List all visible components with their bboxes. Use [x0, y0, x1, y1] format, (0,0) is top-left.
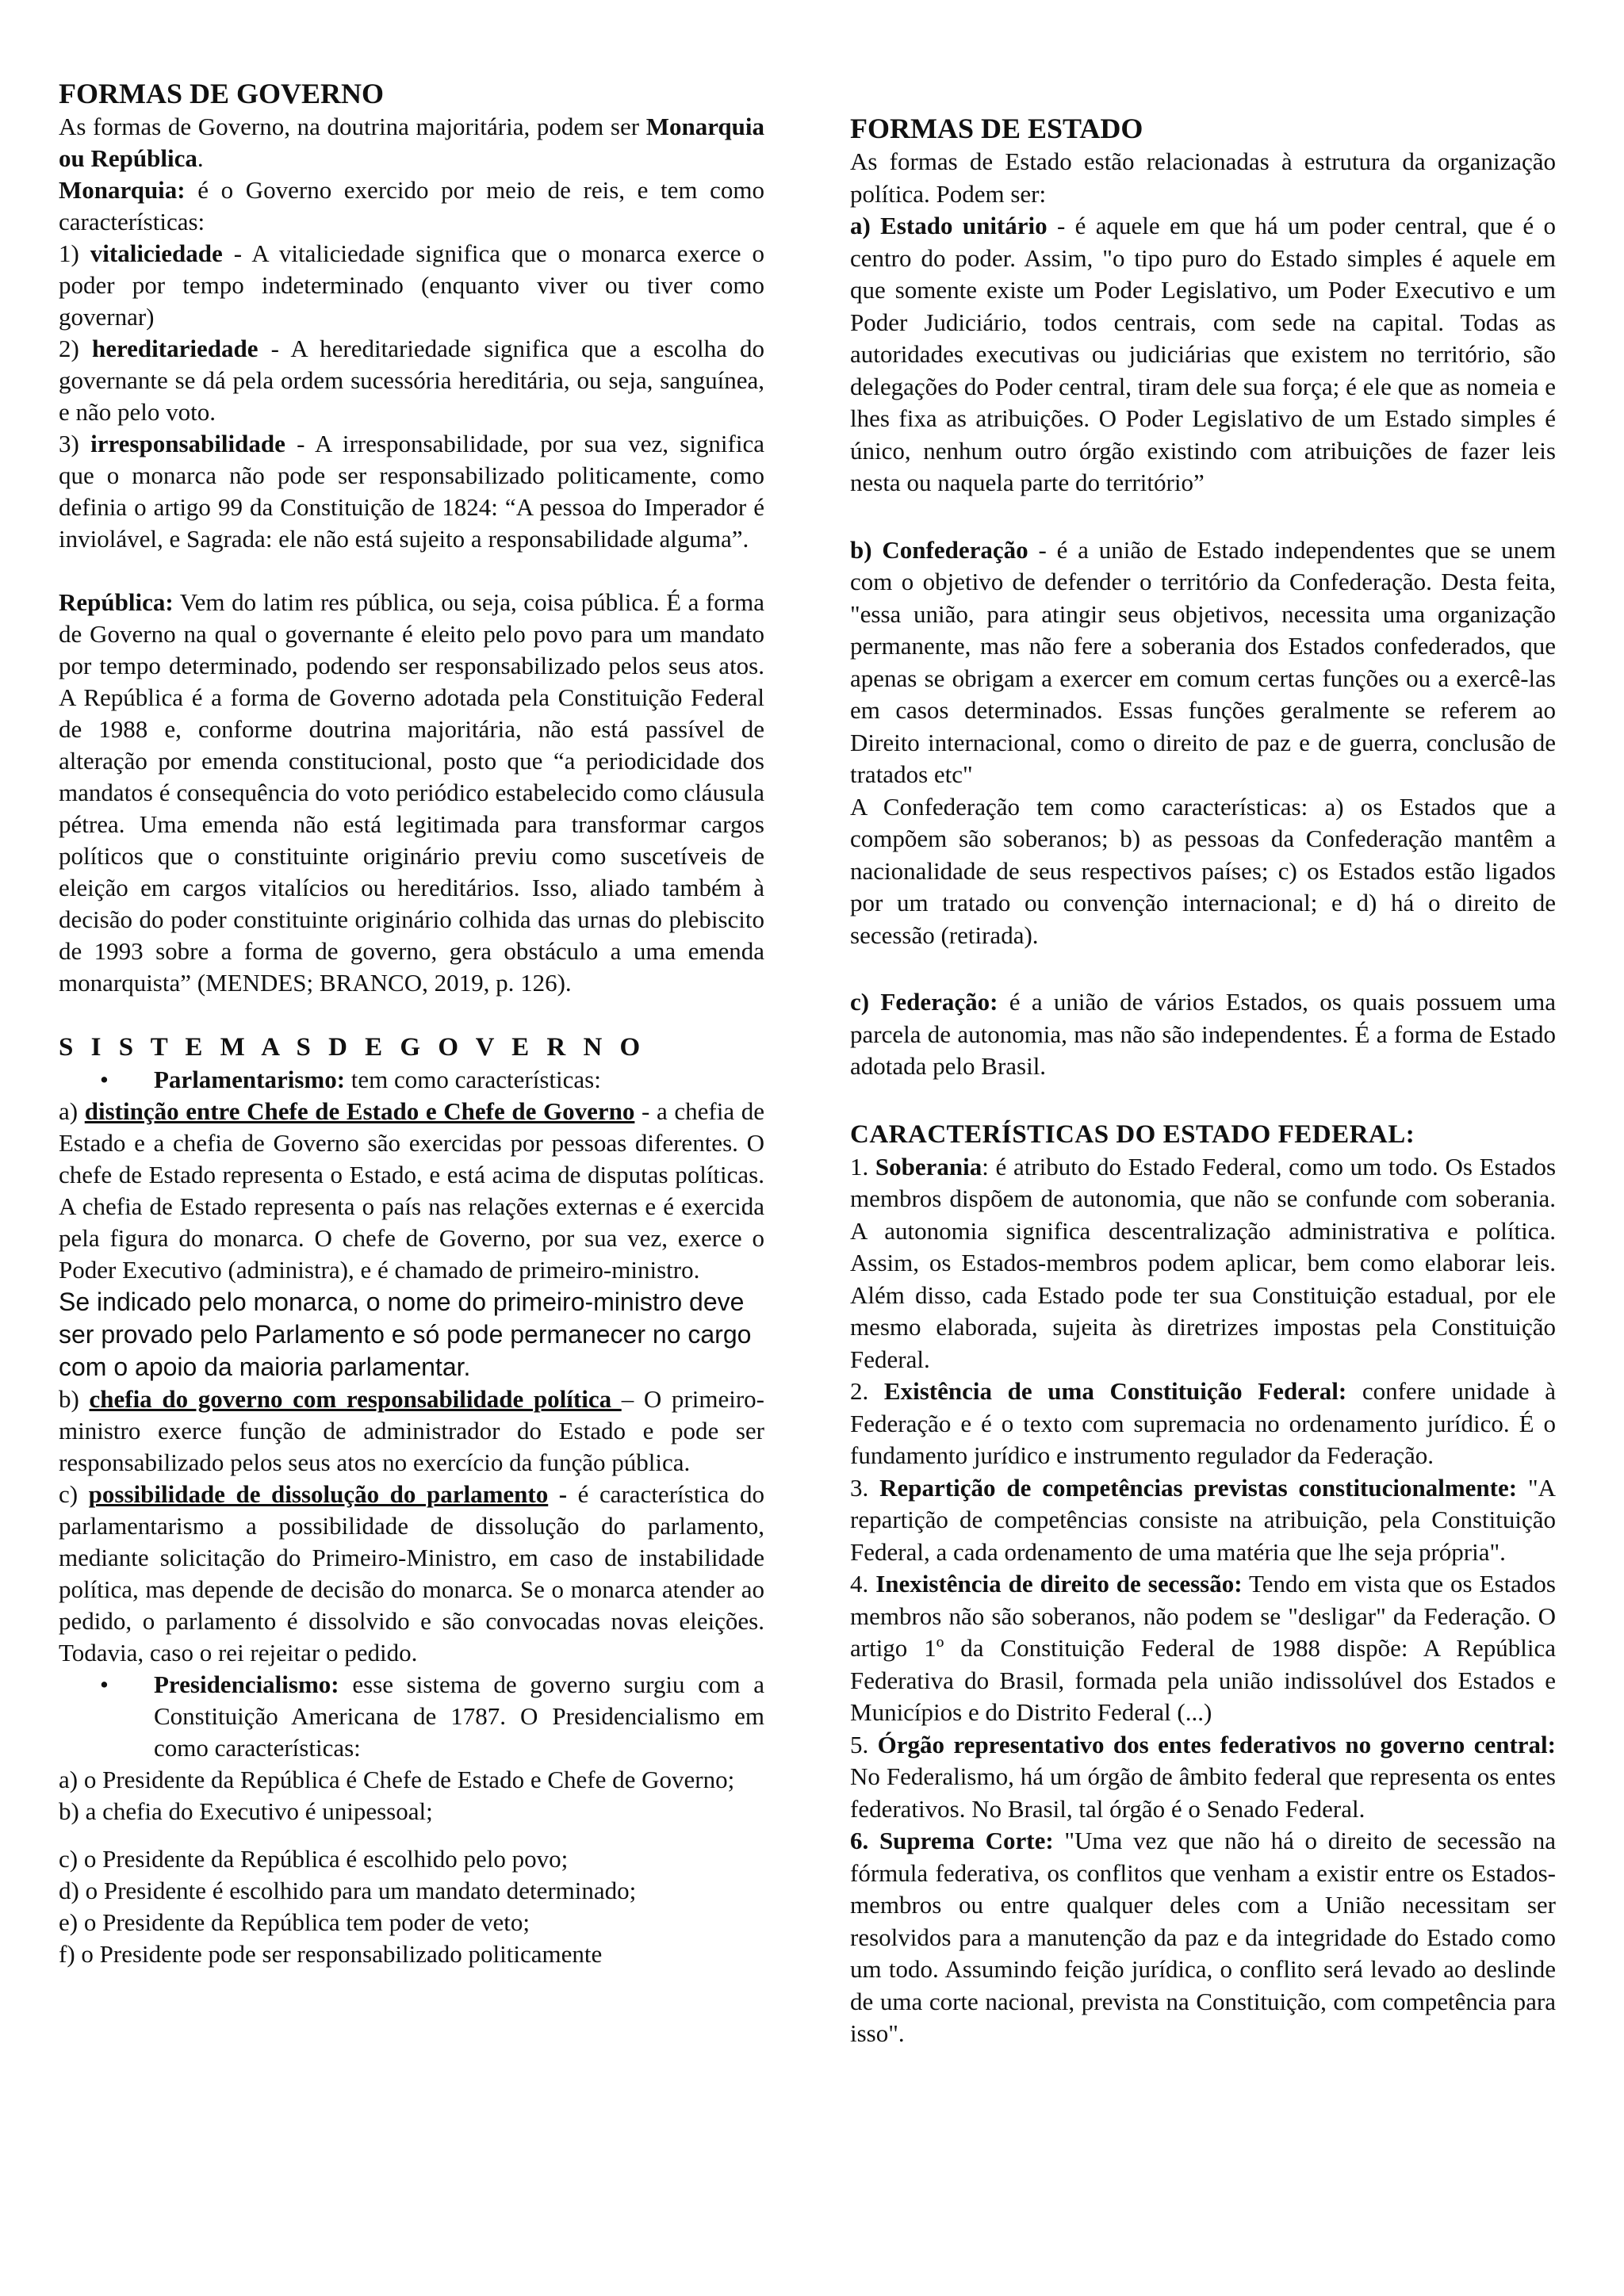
intro-text: As formas de Governo, na doutrina majoritária, podem ser	[59, 113, 646, 140]
confederacao	[850, 534, 1556, 791]
left-column	[59, 76, 764, 1970]
presidencialismo-d: d) o Presidente é escolhido para um mandato determinado;	[59, 1877, 637, 1904]
spacer	[850, 1083, 1556, 1118]
item-text: "Uma vez que não há o direito de secessão na fórmula federativa, os conflitos que venham a existir entre os Estados-membros ou entre qualquer deles com a União necessitam ser resolvidos para a manutenção da paz e da integridade do Estado como um todo. Assumindo feição jurídica, o conflito será levado ao deslinde de uma corte nacional, prevista na Constituição, com competência para isso".	[850, 1827, 1556, 2047]
monarquia-paragraph	[59, 174, 764, 238]
item-text: - A vitaliciedade significa que o monarca exerce o poder por tempo indeterminado (enquanto viver ou tiver como governar)	[59, 239, 764, 331]
republica-text: Vem do latim res pública, ou seja, coisa pública. É a forma de Governo na qual o governante é eleito pelo povo para um mandato por tempo determinado, podendo ser responsabilizado pelos seus atos. A República é a forma de Governo adotada pela Constituição Federal de 1988 e, conforme doutrina majoritária, não está passível de alteração por emenda constitucional, posto que “a periodicidade dos mandatos é consequência do voto periódico estabelecido como cláusula pétrea. Uma emenda não está legitimada para transformar cargos políticos que o constituinte originário previu como suscetíveis de eleição em cargos vitalícios ou hereditários. Isso, aliado também à decisão do poder constituinte originário colhida das urnas do plebiscito de 1993 sobre a forma de governo, gera obstáculo a uma emenda monarquista” (MENDES; BRANCO, 2019, p. 126).	[59, 588, 764, 997]
monarquia-item-2	[59, 333, 764, 428]
formas-de-estado-title: FORMAS DE ESTADO	[850, 113, 1143, 144]
presidencialismo-c: c) o Presidente da República é escolhido pelo povo;	[59, 1845, 569, 1873]
item-bold: Órgão representativo dos entes federativos no governo central:	[877, 1730, 1556, 1758]
item-prefix: c)	[59, 1480, 89, 1508]
item-bold-dash: -	[548, 1480, 568, 1508]
intro-suffix: .	[197, 144, 204, 172]
item-bold-underlined: possibilidade de dissolução do parlamento	[88, 1480, 549, 1508]
spacer	[850, 951, 1556, 986]
governo-intro	[59, 111, 764, 174]
item-text: "A repartição de competências consiste na atribuição, pela Constituição Federal, a cada ordenamento de uma matéria que lhe seja própria".	[850, 1473, 1557, 1566]
bullet-text	[154, 1669, 764, 1764]
right-column	[850, 111, 1556, 2050]
item-text: é característica do parlamentarismo a possibilidade de dissolução do parlamento, mediante solicitação do Primeiro-Ministro, em caso de instabilidade política, mas depende de decisão do monarca. Se o monarca atender ao pedido, o parlamento é dissolvido e são convocadas novas eleições. Todavia, caso o rei rejeitar o pedido.	[59, 1480, 764, 1667]
item-prefix: b)	[59, 1385, 90, 1413]
presidencialismo-a: a) o Presidente da República é Chefe de Estado e Chefe de Governo;	[59, 1766, 735, 1793]
parlamentarismo-c	[59, 1479, 764, 1669]
item-text: - a chefia de Estado e a chefia de Governo são exercidas por pessoas diferentes. O chefe de Estado representa o Estado, e está acima de disputas políticas. A chefia de Estado representa o país nas relações externas e é exercida pela figura do monarca. O chefe de Governo, por sua vez, exerce o Poder Executivo (administra), e é chamado de primeiro-ministro.	[59, 1097, 764, 1284]
bullet-text	[154, 1064, 764, 1096]
bullet-icon: •	[100, 1670, 109, 1698]
presidencialismo-b: b) a chefia do Executivo é unipessoal;	[59, 1797, 433, 1825]
presidencialismo-e: e) o Presidente da República tem poder de veto;	[59, 1908, 530, 1936]
republica-label: República:	[59, 588, 174, 616]
parlamentarismo-a-note: Se indicado pelo monarca, o nome do primeiro-ministro deve ser provado pelo Parlamento e só pode permanecer no cargo com o apoio da maioria parlamentar.	[59, 1288, 752, 1381]
item-bold: 6. Suprema Corte:	[850, 1827, 1054, 1854]
caracteristica-4	[850, 1568, 1556, 1729]
item-label: a) Estado unitário	[850, 212, 1048, 239]
item-bold: hereditariedade	[91, 335, 259, 362]
monarquia-item-1	[59, 238, 764, 333]
caracteristica-6	[850, 1825, 1556, 2050]
parlamentarismo-label: Parlamentarismo:	[154, 1066, 346, 1093]
item-bold: Repartição de competências previstas constitucionalmente:	[879, 1473, 1518, 1502]
item-text: - A hereditariedade significa que a escolha do governante se dá pela ordem sucessória hereditária, ou seja, sanguínea, e não pelo voto.	[59, 335, 764, 426]
item-number: 2.	[850, 1377, 884, 1405]
parlamentarismo-text: tem como características:	[345, 1066, 601, 1093]
item-bold: vitaliciedade	[90, 239, 223, 267]
presidencialismo-bullet	[59, 1669, 764, 1764]
caracteristica-1	[850, 1151, 1556, 1376]
caracteristica-2	[850, 1376, 1556, 1472]
parlamentarismo-a	[59, 1096, 764, 1286]
caracteristica-5	[850, 1729, 1556, 1826]
spacer	[59, 999, 764, 1031]
bullet-icon: •	[100, 1066, 109, 1093]
monarquia-item-3	[59, 428, 764, 555]
item-bold: Inexistência de direito de secessão:	[875, 1570, 1243, 1598]
item-number: 5.	[850, 1730, 878, 1758]
parlamentarismo-bullet	[59, 1064, 764, 1096]
item-prefix: a)	[59, 1097, 85, 1125]
item-label: c) Federação:	[850, 988, 998, 1016]
item-text: - é aquele em que há um poder central, que é o centro do poder. Assim, "o tipo puro do Estado simples é aquele em que somente existe um Poder Legislativo, um Poder Executivo e um Poder Judiciário, todos centrais, com sede na capital. Todas as autoridades executivas ou judiciárias que existem no território, são delegações do Poder central, tiram dele sua força; é ele que as nomeia e lhes fixa as atribuições. O Poder Legislativo de um Estado simples é único, nenhum outro órgão existindo com atribuições de fazer leis nesta ou naquela parte do território”	[850, 212, 1556, 496]
spacer	[850, 499, 1556, 534]
monarquia-label: Monarquia:	[59, 176, 186, 204]
spacer	[59, 1827, 764, 1843]
item-number: 3.	[850, 1473, 880, 1502]
caracteristica-3	[850, 1472, 1556, 1569]
republica-paragraph	[59, 587, 764, 999]
item-label: b) Confederação	[850, 535, 1028, 564]
item-text: - é a união de Estado independentes que se unem com o objetivo de defender o território da Confederação. Desta feita, "essa união, para atingir seus objetivos, necessita uma organização permanente, mas não fere a soberania dos Estados confederados, que apenas se obrigam a exercer em comum certas funções ou a exercê-las em casos determinados. Essas funções geralmente se referem ao Direito internacional, como o direito de paz e de guerra, conclusão de tratados etc"	[850, 535, 1556, 788]
caracteristicas-title: CARACTERÍSTICAS DO ESTADO FEDERAL:	[850, 1119, 1415, 1149]
item-text: No Federalismo, há um órgão de âmbito federal que representa os entes federativos. No Brasil, tal órgão é o Senado Federal.	[850, 1762, 1556, 1823]
presidencialismo-text: esse sistema de governo surgiu com a Constituição Americana de 1787. O Presidencialismo em como características:	[154, 1670, 764, 1762]
sistemas-de-governo-title: S I S T E M A S D E G O V E R N O	[59, 1033, 646, 1062]
item-text: – O primeiro-ministro exerce função de administrador do Estado e pode ser responsabilizado pelos seus atos no exercício da função pública.	[59, 1385, 764, 1476]
presidencialismo-label: Presidencialismo:	[154, 1670, 339, 1698]
monarquia-text: é o Governo exercido por meio de reis, e tem como características:	[59, 176, 764, 235]
parlamentarismo-b	[59, 1383, 764, 1479]
intro-bold: Monarquia ou República	[59, 113, 764, 172]
item-bold: irresponsabilidade	[90, 430, 285, 457]
confederacao-caracteristicas: A Confederação tem como características: a) os Estados que a compõem são soberanos; b) as pessoas da Confederação mantêm a nacionalidade de seus respectivos países; c) os Estados estão ligados por um tratado ou convenção internacional; e d) há o direito de secessão (retirada).	[850, 792, 1556, 949]
estado-unitario	[850, 210, 1556, 499]
item-number: 3)	[59, 430, 91, 457]
item-text: - A irresponsabilidade, por sua vez, significa que o monarca não pode ser responsabilizado politicamente, como definia o artigo 99 da Constituição de 1824: “A pessoa do Imperador é inviolável, e Sagrada: ele não está sujeito a responsabilidade alguma”.	[59, 430, 765, 553]
item-text: : é atributo do Estado Federal, como um todo. Os Estados membros dispõem de autonomia, que não se confunde com soberania. A autonomia significa descentralização administrativa e política. Assim, os Estados-membros podem aplicar, bem como elaborar leis. Além disso, cada Estado pode ter sua Constituição estadual, por ele mesmo elaborada, sujeita às diretrizes impostas pela Constituição Federal.	[850, 1152, 1557, 1373]
item-bold-underlined: distinção entre Chefe de Estado e Chefe de Governo	[84, 1097, 635, 1125]
item-text: é a união de vários Estados, os quais possuem uma parcela de autonomia, mas não são independentes. É a forma de Estado adotada pelo Brasil.	[850, 988, 1557, 1080]
item-number: 4.	[850, 1570, 876, 1598]
item-number: 1.	[850, 1152, 875, 1181]
item-text: Tendo em vista que os Estados membros não são soberanos, não podem se "desligar" da Federação. O artigo 1º da Constituição Federal de 1988 dispõe: A República Federativa do Brasil, formada pela união indissolúvel dos Estados e Municípios e do Distrito Federal (...)	[850, 1570, 1557, 1726]
item-bold: Soberania	[875, 1152, 982, 1181]
presidencialismo-f: f) o Presidente pode ser responsabilizado politicamente	[59, 1940, 603, 1968]
item-text: confere unidade à Federação e é o texto com supremacia no ordenamento jurídico. É o fundamento jurídico e instrumento regulador da Federação.	[850, 1377, 1556, 1469]
formas-de-governo-title: FORMAS DE GOVERNO	[59, 78, 385, 109]
item-number: 1)	[59, 239, 90, 267]
item-bold: Existência de uma Constituição Federal:	[883, 1377, 1347, 1405]
federacao	[850, 986, 1556, 1083]
item-bold-underlined: chefia do governo com responsabilidade política	[89, 1385, 622, 1413]
spacer	[59, 555, 764, 587]
item-number: 2)	[59, 335, 92, 362]
estado-intro: As formas de Estado estão relacionadas à estrutura da organização política. Podem ser:	[850, 147, 1556, 208]
